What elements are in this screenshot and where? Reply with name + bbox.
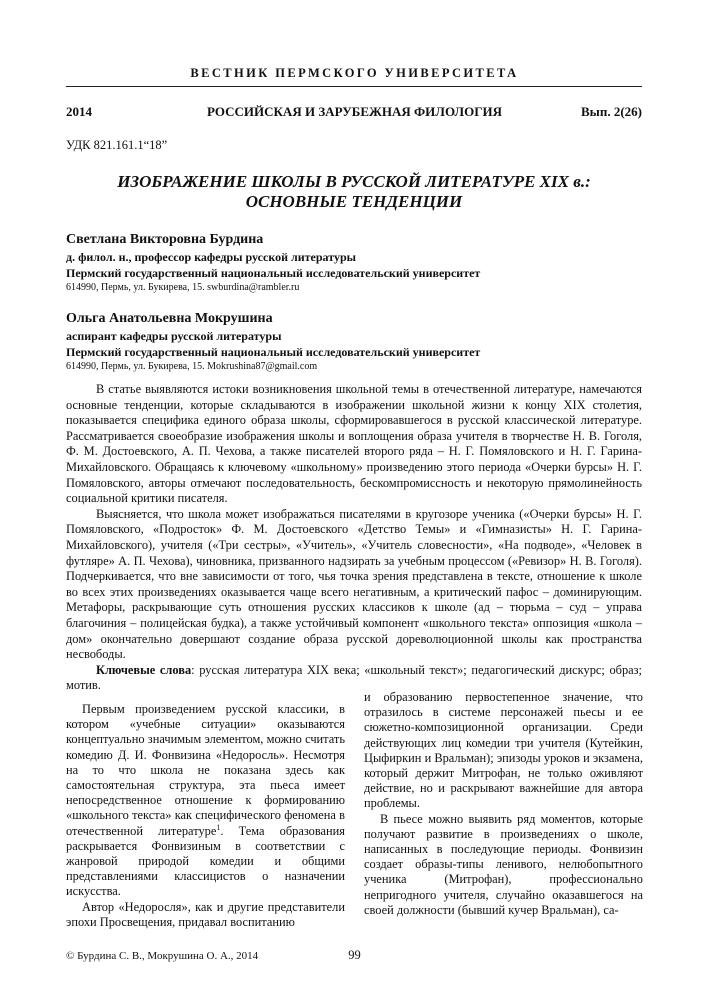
body-paragraph: Автор «Недоросля», как и другие представители эпохи Просвещения, придавал воспитанию xyxy=(66,899,345,929)
body-paragraph: и образованию первостепенное значение, что отразилось в системе персонажей пьесы и ее сюжетно-композиционной организации. Среди действующих лиц комедии три учителя (Кутейкин, Цыфиркин и Вральман); эпизоды уроков и экзамена, который держит Митрофан, не только оживляют действие, но и раскрывают важнейшие для автора проблемы. xyxy=(364,690,643,811)
journal-title: ВЕСТНИК ПЕРМСКОГО УНИВЕРСИТЕТА xyxy=(190,66,519,80)
udc-code: УДК 821.161.1“18” xyxy=(66,138,168,152)
header-divider xyxy=(66,86,642,87)
series-title: РОССИЙСКАЯ И ЗАРУБЕЖНАЯ ФИЛОЛОГИЯ xyxy=(206,104,502,119)
footnote-mark: 1 xyxy=(216,822,221,832)
article-title-line-1: ИЗОБРАЖЕНИЕ ШКОЛЫ В РУССКОЙ ЛИТЕРАТУРЕ XIX в.: xyxy=(117,172,591,191)
year: 2014 xyxy=(66,104,92,119)
issue-number: Вып. 2(26) xyxy=(581,104,642,119)
body-paragraph xyxy=(66,702,345,900)
keywords-text: : русская литература XIX века; «школьный текст»; педагогический дискурс; образ; мотив. xyxy=(66,662,642,693)
page-number: 99 xyxy=(348,948,361,962)
author-name: Светлана Викторовна Бурдина xyxy=(66,232,264,247)
article-title xyxy=(66,172,642,212)
abstract-paragraph-1: В статье выявляются истоки возникновения школьной темы в отечественной литературе, намечаются основные тенденции, которые складываются в изображении школьной жизни к концу XIX столетия, показывается специфика единого образа школы, сформировавшегося в русской классической литературе. Рассматривается своеобразие изображения школы и воплощения образа учителя в творчестве Н. В. Гоголя, Ф. М. Достоевского, А. П. Чехова, а также писателей второго ряда – Н. Г. Помяловского и Н. Г. Гарина-Михайловского. Обращаясь к ключевому «школьному» произведению этого периода «Очерки бурсы» Н. Г. Помяловского, авторы отмечают последовательность, бескомпромиссность и некоторую прямолинейность социальной критики писателя. xyxy=(66,382,642,506)
author-position: аспирант кафедры русской литературы xyxy=(66,329,282,343)
body-column-right xyxy=(364,690,643,918)
author-name: Ольга Анатольевна Мокрушина xyxy=(66,311,273,326)
body-column-left xyxy=(66,702,345,930)
abstract xyxy=(66,382,642,694)
body-paragraph: В пьесе можно выявить ряд моментов, которые получают развитие в произведениях о школе, написанных в последующие периоды. Фонвизин создает образы-типы ленивого, нелюбопытного ученика (Митрофан), профессионально непригодного учителя, случайно оказавшегося на своей должности (бывший кучер Вральман), са- xyxy=(364,811,643,917)
keywords-label: Ключевые слова xyxy=(96,662,192,677)
author-address: 614990, Пермь, ул. Букирева, 15. swburdina@rambler.ru xyxy=(66,282,300,293)
author-position: д. филол. н., профессор кафедры русской литературы xyxy=(66,250,356,264)
article-title-line-2: ОСНОВНЫЕ ТЕНДЕНЦИИ xyxy=(245,192,463,211)
body-text: Первым произведением русской классики, в котором «учебные ситуации» оказываются концептуально значимым элементом, можно считать комедию Д. И. Фонвизина «Недоросль». Несмотря на то что школа не показана здесь как самостоятельная структура, эта пьеса имеет непосредственное отношение к формированию «школьного текста» как специфического феномена в отечественной литературе xyxy=(66,702,345,838)
author-address: 614990, Пермь, ул. Букирева, 15. Mokrushina87@gmail.com xyxy=(66,361,318,372)
copyright: © Бурдина С. В., Мокрушина О. А., 2014 xyxy=(66,950,259,962)
body-text: . Тема образования раскрывается Фонвизиным в соответствии с жанровой природой комедии и общими представлениями классицистов о назначении искусства. xyxy=(66,823,345,899)
abstract-paragraph-2: Выясняется, что школа может изображаться писателями в кругозоре ученика («Очерки бурсы» Н. Г. Помяловского, «Подросток» Ф. М. Достоевского «Детство Темы» и «Гимназисты» Н. Г. Гарина-Михайловского), учителя («Три сестры», «Учитель», «Учитель словесности», «На подводе», «Человек в футляре» А. П. Чехова), чиновника, призванного надзирать за учебным процессом («Ревизор» Н. В. Гоголя). Подчеркивается, что вне зависимости от того, чья точка зрения представлена в тексте, отношение к школе во всех этих произведениях оказывается чаще всего негативным, а критический пафос – доминирующим. Метафоры, раскрывающие суть отношения русских классиков к школе (ад – тюрьма – суд – управа благочиния – полицейская будка), а также устойчивый компонент «школьного текста» оппозиция «школа – дом» окончательно довершают создание образа русской дореволюционной школы как пространства несвободы. xyxy=(66,506,642,662)
author-affiliation: Пермский государственный национальный исследовательский университет xyxy=(66,266,481,280)
author-block-2 xyxy=(66,310,642,374)
author-affiliation: Пермский государственный национальный исследовательский университет xyxy=(66,345,481,359)
author-block-1 xyxy=(66,231,642,295)
